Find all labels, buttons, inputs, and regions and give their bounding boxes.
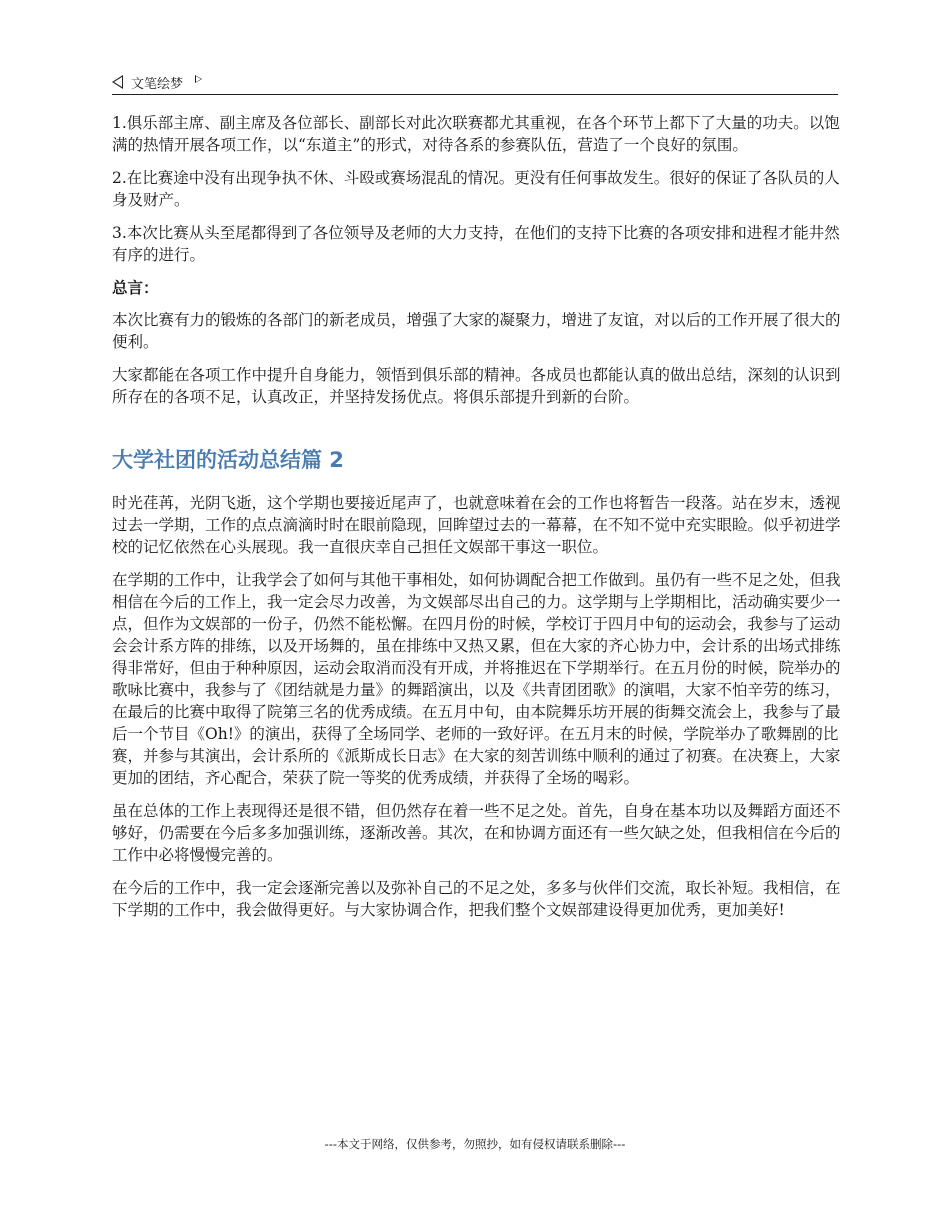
paragraph: 本次比赛有力的锻炼的各部门的新老成员，增强了大家的凝聚力，增进了友谊，对以后的工作开展了很大的便利。	[112, 311, 841, 351]
triangle-left-icon	[112, 75, 123, 89]
triangle-right-icon	[195, 75, 202, 83]
header-title: 文笔绘梦	[131, 76, 184, 92]
paragraph: 时光荏苒，光阴飞逝，这个学期也要接近尾声了，也就意味着在会的工作也将暂告一段落。站在岁末，透视过去一学期，工作的点点滴滴时时在眼前隐现，回眸望过去的一幕幕，在不知不觉中充实眼睑。似乎初进学校的记忆依然在心头展现。我一直很庆幸自己担任文娱部干事这一职位。	[112, 494, 841, 556]
paragraph: 虽在总体的工作上表现得还是很不错，但仍然存在着一些不足之处。首先，自身在基本功以及舞蹈方面还不够好，仍需要在今后多多加强训练，逐渐改善。其次，在和协调方面还有一些欠缺之处，但我相信在今后的工作中必将慢慢完善的。	[112, 802, 841, 864]
document-body	[112, 112, 847, 932]
section-heading: 大学社团的活动总结篇 2	[112, 448, 344, 472]
paragraph: 在学期的工作中，让我学会了如何与其他干事相处，如何协调配合把工作做到。虽仍有一些不足之处，但我相信在今后的工作上，我一定会尽力改善，为文娱部尽出自己的力。这学期与上学期相比，活动确实要少一点，但作为文娱部的一份子，仍然不能松懈。在四月份的时候，学校订于四月中旬的运动会，我参与了运动会会计系方阵的排练，以及开场舞的，虽在排练中又热又累，但在大家的齐心协力中，会计系的出场式排练得非常好，但由于种种原因，运动会取消而没有开成，并将推迟在下学期举行。在五月份的时候，院举办的歌咏比赛中，我参与了《团结就是力量》的舞蹈演出，以及《共青团团歌》的演唱，大家不怕辛劳的练习，在最后的比赛中取得了院第三名的优秀成绩。在五月中旬，由本院舞乐坊开展的街舞交流会上，我参与了最后一个节目《Oh!》的演出，获得了全场同学、老师的一致好评。在五月末的时候，学院举办了歌舞剧的比赛，并参与其演出，会计系所的《派斯成长日志》在大家的刻苦训练中顺利的通过了初赛。在决赛上，大家更加的团结，齐心配合，荣获了院一等奖的优秀成绩，并获得了全场的喝彩。	[112, 571, 841, 787]
paragraph: 大家都能在各项工作中提升自身能力，领悟到俱乐部的精神。各成员也都能认真的做出总结，深刻的认识到所存在的各项不足，认真改正，并坚持发扬优点。将俱乐部提升到新的台阶。	[112, 366, 841, 406]
page-header	[112, 70, 838, 95]
page-footer: ---本文于网络，仅供参考，勿照抄，如有侵权请联系删除---	[324, 1137, 626, 1151]
paragraph: 在今后的工作中，我一定会逐渐完善以及弥补自己的不足之处，多多与伙伴们交流，取长补短。我相信，在下学期的工作中，我会做得更好。与大家协调合作，把我们整个文娱部建设得更加优秀，更加美好!	[112, 879, 841, 919]
paragraph: 2.在比赛途中没有出现争执不休、斗殴或赛场混乱的情况。更没有任何事故发生。很好的保证了各队员的人身及财产。	[112, 169, 840, 209]
paragraph: 3.本次比赛从头至尾都得到了各位领导及老师的大力支持，在他们的支持下比赛的各项安排和进程才能井然有序的进行。	[112, 224, 840, 264]
paragraph: 1.俱乐部主席、副主席及各位部长、副部长对此次联赛都尤其重视，在各个环节上都下了大量的功夫。以饱满的热情开展各项工作，以“东道主”的形式，对待各系的参赛队伍，营造了一个良好的氛围。	[112, 114, 840, 154]
summary-label: 总言：	[112, 278, 159, 297]
